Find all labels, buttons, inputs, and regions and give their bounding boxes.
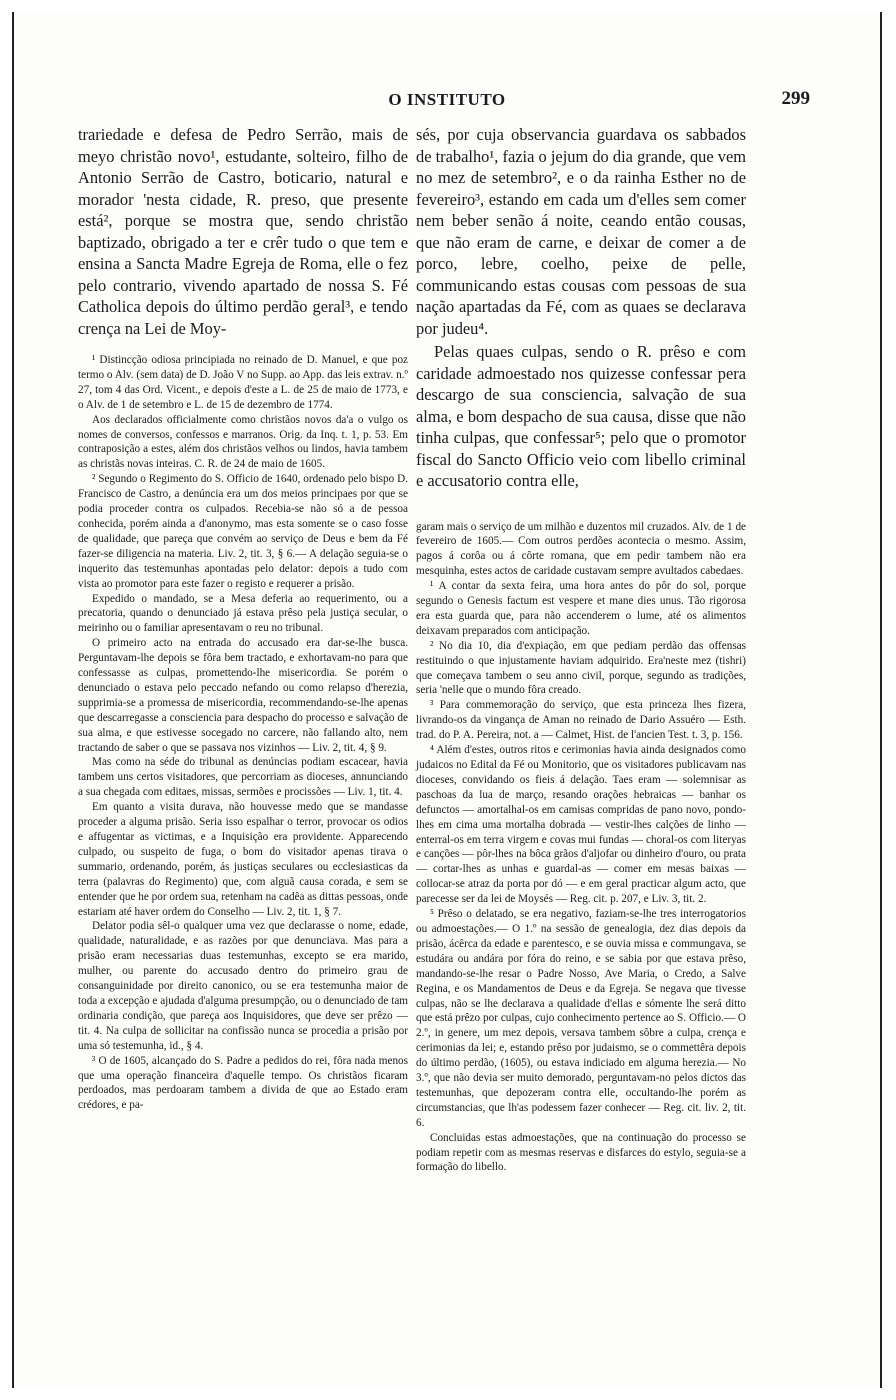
footnote: Em quanto a visita durava, não houvesse medo que se mandasse proceder a alguma prisão. Seria isso espalhar o terror, provocar os odios e affugentar as victimas, e a Inquisição era providente. Apparecendo culpado, ou suspeito de fuga, o bom do visitador apenas tirava o summario, ordenando, porém, ás justiças seculares ou ecclesiasticas da terra (palavras do Regimento) que, com alguã causa corada, e sem se entender que he por ordem sua, retenham na cadêa as dittas pessoas, onde estariam até haver ordem do Conselho — Liv. 2, tit. 1, § 7. [78, 801, 408, 918]
left-column [78, 124, 408, 1113]
book-page [12, 12, 882, 1388]
footnote: Aos declarados officialmente como christãos novos da'a o vulgo os nomes de conversos, confessos e marranos. Orig. da Inq. t. 1, p. 53. Em contraposição a estes, além dos christãos velhos ou lindos, havia tambem as christãs novas inteiras. C. R. de 24 de maio de 1605. [78, 413, 408, 471]
footnote: ² Segundo o Regimento do S. Officio de 1640, ordenado pelo bispo D. Francisco de Castro, a denúncia era um dos meios principaes por que se podia proceder contra os culpados. Recebia-se não só a de pessoa conhecida, porém ainda a d'anonymo, mas esta somente se o caso fosse de qualidade, que pareça que convém ao serviço de Deus e bem da Fé fazer-se diligencia na materia. Liv. 2, tit. 3, § 6.— A delação seguia-se o inquerito das testemunhas apontadas pelo delator: depois a tudo com vista ao promotor para este fazer o registo e requerer a prisão. [78, 473, 408, 590]
body-paragraph: Pelas quaes culpas, sendo o R. prêso e com caridade admoestado nos quizesse confessar pera descargo de sua consciencia, salvação de sua alma, e bom despacho de sua causa, disse que não tinha culpas, que confessar⁵; pelo que o promotor fiscal do Sancto Officio veio com libello criminal e accusatorio contra elle, [416, 342, 746, 490]
footnote: ⁴ Além d'estes, outros ritos e cerimonias havia ainda designados como judaicos no Edital da Fé ou Monitorio, que os visitadores publicavam nas dioceses, convidando os fieis á delação. Taes eram — solemnisar as paschoas da lua de março, resando orações hebraicas — banhar os defunctos — amortalhal-os em camisas compridas de pano novo, pondo-lhes em cima uma mortalha dobrada — vestir-lhes calções de linho — enterral-os em terra virgem e covas mui fundas — choral-os com literyas e canções — pôr-lhes na bôca grãos d'aljofar ou dinheiro d'ouro, ou prata — cortar-lhes as unhas e guardal-as — comer em mesas baixas — collocar-se atraz da porta por dó — e em geral practicar algum acto, que parecesse ser da lei de Moysés — Reg. cit. p. 207, e Liv. 3, tit. 2. [416, 744, 746, 906]
footnote: ⁵ Prêso o delatado, se era negativo, faziam-se-lhe tres interrogatorios ou admoestações.— O 1.º na sessão de genealogia, dez dias depois da prisão, ácêrca da edade e parentesco, e se ouvia missa e commungava, se estudára ou andára por fóra do reino, e se sabia por que estava prêso, mandando-se-lhe resar o Padre Nosso, Ave Maria, o Credo, a Salve Regina, e os Mandamentos de Deus e da Egreja. Se negava que tivesse culpas, não se lhe declarava a qualidade d'ellas e sómente lhe será ditto que está prêzo por culpas, cujo conhecimento pertence ao S. Officio.— O 2.º, in genere, um mez depois, versava tambem sôbre a culpa, crença e cerimonias da lei; e, estando prêso por judaismo, se o commettêra depois do último perdão, (1605), ou estava indiciado em alguma herezia.— No 3.º, que não devia ser muito demorado, perguntavam-no pelos dictos das testemunhas, que depozeram contra elle, occultando-lhe porém as circumstancias, que lh'as podessem fazer conhecer — Reg. cit. liv. 2, tit. 6. [416, 908, 746, 1129]
footnotes-right [416, 520, 746, 1176]
footnote: garam mais o serviço de um milhão e duzentos mil cruzados. Alv. de 1 de fevereiro de 1605.— Com outros perdões acontecia o mesmo. Assim, pagos á corôa ou á côrte romana, que em pedir tambem não era mesquinha, estes actos de caridade custavam sempre avultados cabedaes. [416, 520, 746, 578]
footnote: ² No dia 10, dia d'expiação, em que pediam perdão das offensas restituindo o que injustamente haviam adquirido. Era'neste mez (tishri) que começava tambem o seu anno civil, porque, segundo as tradições, seria 'nelle que o mundo fôra creado. [416, 639, 746, 697]
footnotes-left [78, 353, 408, 1113]
right-column [416, 124, 746, 1175]
footnote: ³ Para commemoração do serviço, que esta princeza lhes fizera, livrando-os da vingança de Aman no reinado de Dario Assuéro — Esth. trad. do P. A. Pereira, not. a — Calmet, Hist. de l'ancien Test. t. 3, p. 156. [416, 699, 746, 742]
footnote: ³ O de 1605, alcançado do S. Padre a pedidos do rei, fôra nada menos que uma operação financeira d'aquelle tempo. Os christãos ficaram perdoados, mas perdoaram tambem a divida de que ao Estado eram crédores, e pa- [78, 1054, 408, 1112]
body-paragraph: trariedade e defesa de Pedro Serrão, mais de meyo christão novo¹, estudante, solteiro, filho de Antonio Serrão de Castro, boticario, natural e morador 'nesta cidade, R. preso, que presente está², porque se mostra que, sendo christão baptizado, obrigado a ter e crêr tudo o que tem e ensina a Sancta Madre Egreja de Roma, elle o fez pelo contrario, vivendo apartado de nossa S. Fé Catholica depois do último perdão geral³, e tendo crença na Lei de Moy- [78, 125, 408, 338]
footnote: Delator podia sêl-o qualquer uma vez que declarasse o nome, edade, qualidade, naturalidade, e as razões por que denunciava. Mas para a prisão eram necessarias duas testemunhas, excepto se era marido, mulher, ou parente do accusado dentro do primeiro grau de consanguinidade por direito canonico, ou se era testemunha maior de toda a excepção e ajudada d'alguma presumpção, ou o denunciado de tam ordinaria condição, que pareça aos Inquisidores, que deve ser prêzo — tit. 4. Na culpa de sollicitar na confissão nunca se procedia a prisão por uma só testemunha, id., § 4. [78, 920, 408, 1052]
footnote: ¹ Distincção odiosa principiada no reinado de D. Manuel, e que poz termo o Alv. (sem data) de D. João V no Supp. ao App. das leis extrav. n.º 27, tom 4 das Ord. Vicent., e depois d'este a L. de 25 de maio de 1773, e o Alv. de 1 de setembro e L. de 15 de dezembro de 1774. [78, 354, 408, 411]
footnote: O primeiro acto na entrada do accusado era dar-se-lhe busca. Perguntavam-lhe depois se fôra bem tractado, e exhortavam-no para que confessasse as culpas, promettendo-lhe misericordia. Se porém o denunciado o estava pelo peccado nefando ou como relapso d'herezia, supprimia-se a promessa de misericordia, recommendando-se-lhe apenas que descarregasse a consciencia para despacho do processo e salvação de sua alma, e que estivesse socegado no carcere, não fallando alto, nem tractando de saber o que se passava nos vizinhos — Liv. 2, tit. 4, § 9. [78, 637, 408, 754]
running-title: O INSTITUTO [388, 90, 506, 109]
body-paragraph: sés, por cuja observancia guardava os sabbados de trabalho¹, fazia o jejum do dia grande, que vem no mez de setembro², e o da rainha Esther no de fevereiro³, estando em cada um d'elles sem comer nem beber senão á noite, ceando então cousas, que não eram de carne, e deixar de comer a de porco, lebre, coelho, peixe de pelle, communicando estas cousas com pessoas de sua nação apartadas da Fé, com as quaes se declarava por judeu⁴. [416, 125, 746, 338]
footnote: Mas como na séde do tribunal as denúncias podiam escacear, havia tambem uns certos visitadores, que percorriam as dioceses, annunciando a sua chegada com editaes, missas, sermões e procissões — Liv. 1, tit. 4. [78, 756, 408, 799]
footnote: ¹ A contar da sexta feira, uma hora antes do pôr do sol, porque segundo o Genesis factum est vespere et mane dies unus. Tão rigorosa era esta guarda que, para não accenderem o lume, até os alimentos deixavam preparados com anticipação. [416, 580, 746, 637]
page-number: 299 [781, 88, 810, 109]
footnote: Concluidas estas admoestações, que na continuação do processo se podiam repetir com as mesmas reservas e disfarces do estylo, seguia-se a formação do libello. [416, 1131, 746, 1174]
footnote: Expedido o mandado, se a Mesa deferia ao requerimento, ou a precatoria, quando o denunciado já estava prêso pela justiça secular, o meirinho ou o familiar apresentavam o reu no tribunal. [78, 592, 408, 635]
